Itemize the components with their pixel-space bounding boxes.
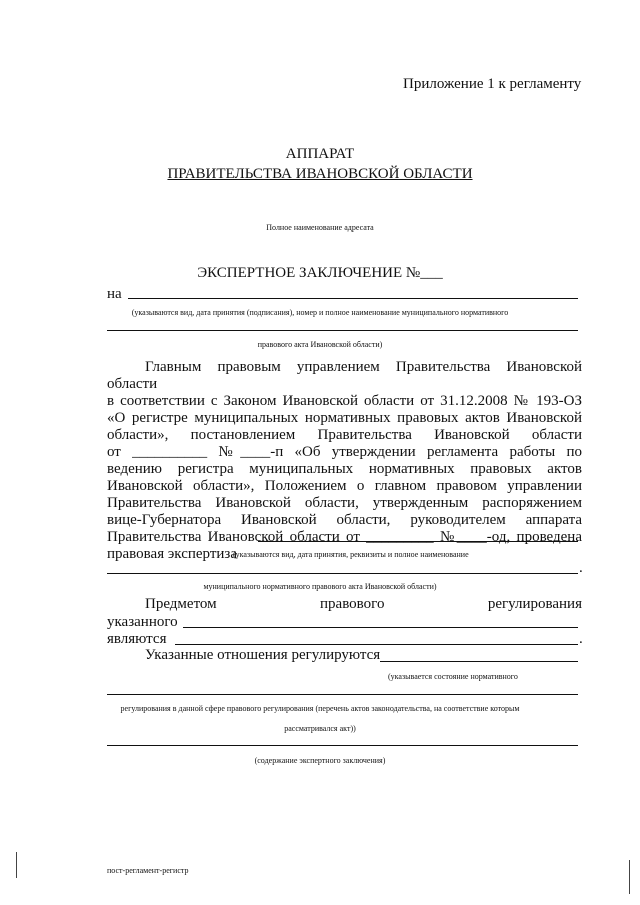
hint2-line2: муниципального нормативного правового акта Ивановской области) bbox=[203, 582, 437, 591]
hint4: (содержание экспертного заключения) bbox=[254, 756, 386, 765]
subject-line bbox=[128, 298, 578, 299]
hint3-line3: рассматривался акт)) bbox=[284, 724, 356, 733]
para1-line: Главным правовым управлением Правительства Ивановской области bbox=[107, 359, 582, 392]
hint3-line2: регулирования в данной сфере правового регулирования (перечень актов законодательства, на соответствие которым bbox=[120, 704, 520, 713]
scan-edge-mark bbox=[16, 852, 17, 878]
appendix-label: Приложение 1 к регламенту bbox=[403, 76, 582, 92]
org-name-line1: АППАРАТ bbox=[285, 146, 355, 162]
subject-hint-line2: правового акта Ивановской области) bbox=[257, 340, 383, 349]
para2-line3: являются bbox=[107, 631, 167, 647]
subject-hint-line1: (указываются вид, дата принятия (подписания), номер и полное наименование муниципального нормативного bbox=[131, 308, 509, 317]
expertise-line bbox=[258, 541, 578, 542]
document-title: ЭКСПЕРТНОЕ ЗАКЛЮЧЕНИЕ №___ bbox=[197, 265, 443, 281]
para3-underline bbox=[380, 661, 578, 662]
scan-edge-mark bbox=[629, 860, 630, 894]
hint2-underline bbox=[107, 573, 578, 574]
para1-line: в соответствии с Законом Ивановской области от 31.12.2008 № 193-ОЗ bbox=[107, 393, 582, 409]
para1-last-line: правовая экспертиза bbox=[107, 546, 238, 562]
para1-line: Правительства Ивановской области от _________ №____-од, проведена bbox=[107, 529, 582, 545]
para1-line: «О регистре муниципальных нормативных правовых актов Ивановской bbox=[107, 410, 582, 426]
para1-line: от __________ №____-п «Об утверждении регламента работы по bbox=[107, 444, 582, 460]
addressee-hint: Полное наименование адресата bbox=[266, 223, 374, 232]
period-mark: . bbox=[579, 560, 583, 576]
para1-line: области», постановлением Правительства Ивановской области bbox=[107, 427, 582, 443]
para2-word: регулирования bbox=[487, 596, 582, 612]
para2-word: Предметом bbox=[145, 596, 217, 612]
hint3-underline bbox=[107, 694, 578, 695]
para2-underline2 bbox=[175, 644, 578, 645]
para2-line2: указанного bbox=[107, 614, 178, 630]
org-name-line2: ПРАВИТЕЛЬСТВА ИВАНОВСКОЙ ОБЛАСТИ bbox=[167, 166, 473, 182]
conclusion-underline bbox=[107, 745, 578, 746]
para1-line: вице-Губернатора Ивановской области, руководителем аппарата bbox=[107, 512, 582, 528]
subject-prefix: на bbox=[107, 286, 122, 302]
para3: Указанные отношения регулируются bbox=[145, 647, 381, 663]
para1-line: Правительства Ивановской области, утвержденным распоряжением bbox=[107, 495, 582, 511]
footer-filename: пост-регламент-регистр bbox=[107, 866, 189, 875]
hint3-line1: (указывается состояние нормативного bbox=[388, 672, 518, 681]
period-mark: . bbox=[579, 631, 583, 647]
hint2-line1: (указываются вид, дата принятия, реквизиты и полное наименование bbox=[233, 550, 469, 559]
para1-line: ведению регистра муниципальных нормативных правовых актов bbox=[107, 461, 582, 477]
para2-word: правового bbox=[320, 596, 385, 612]
para1-line: Ивановской области», Положением о главном правовом управлении bbox=[107, 478, 582, 494]
para2-line1 bbox=[145, 596, 582, 613]
para1 bbox=[107, 359, 582, 563]
subject-line-2 bbox=[107, 330, 578, 331]
para2-underline1 bbox=[183, 627, 578, 628]
